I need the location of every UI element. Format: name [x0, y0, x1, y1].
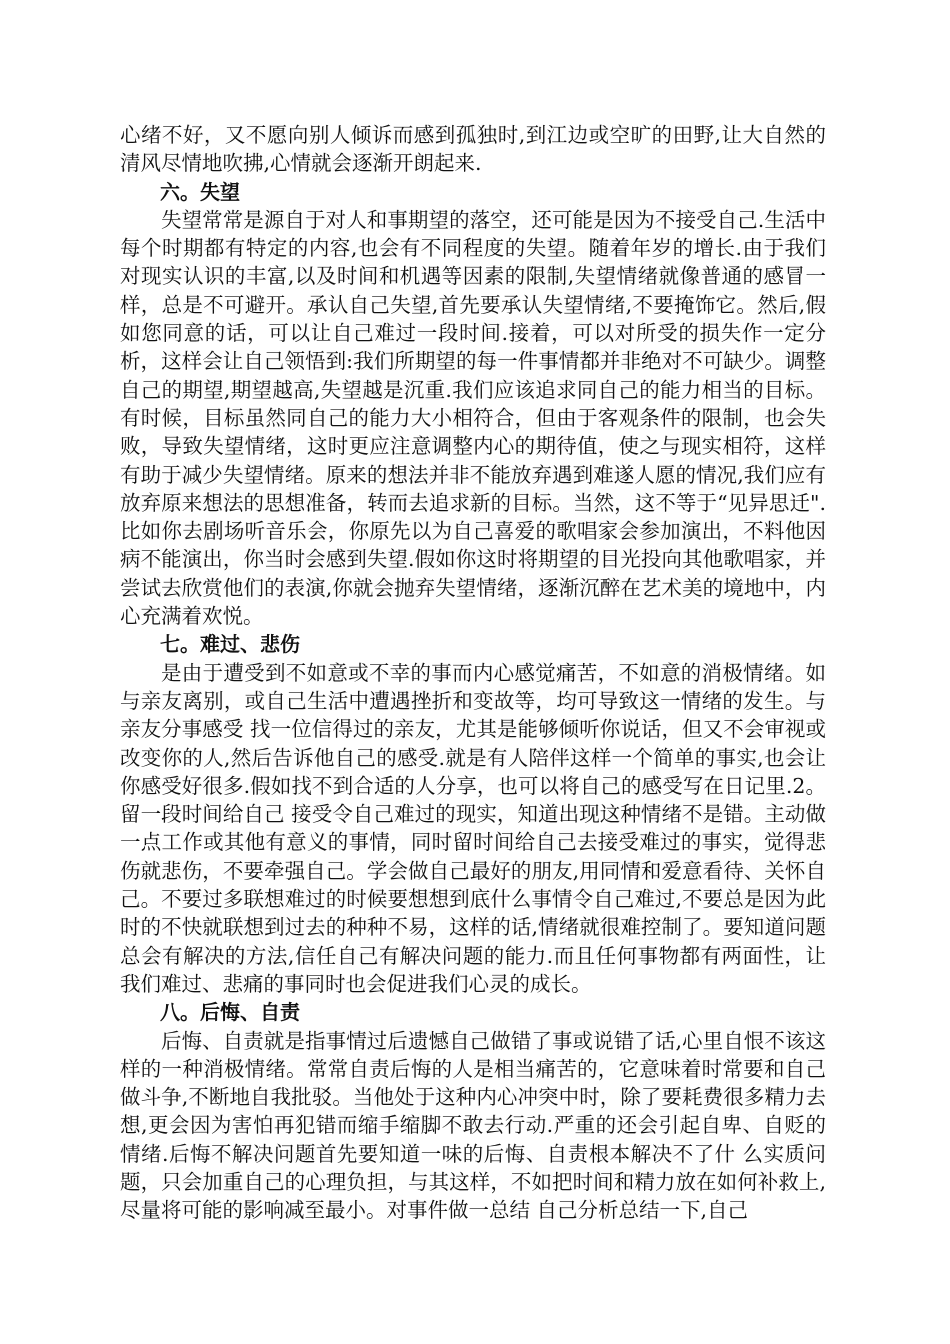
section-body-regret: 后悔、自责就是指事情过后遗憾自己做错了事或说错了话,心里自恨不该这样的一种消极情绪。常常自责后悔的人是相当痛苦的，它意味着时常要和自己做斗争,不断地自我批驳。当他处于这种内心冲突中时，除了要耗费很多精力去想,更会因为害怕再犯错而缩手缩脚不敢去行动.严重的还会引起自卑、自贬的情绪.后悔不解决问题首先要知道一味的后悔、自责根本解决不了什 么实质问题，只会加重自己的心理负担，与其这样，不如把时间和精力放在如何补救上,尽量将可能的影响减至最小。对事件做一总结 自己分析总结一下,自己 [120, 1028, 826, 1223]
section-heading-regret: 八。后悔、自责 [160, 1000, 300, 1025]
intro-paragraph: 心绪不好，又不愿向别人倾诉而感到孤独时,到江边或空旷的田野,让大自然的清风尽情地吹拂,心情就会逐渐开朗起来. [120, 123, 826, 176]
section-heading-sadness: 七。难过、悲伤 [160, 632, 300, 657]
section-body-disappointment: 失望常常是源自于对人和事期望的落空，还可能是因为不接受自己.生活中每个时期都有特定的内容,也会有不同程度的失望。随着年岁的增长.由于我们对现实认识的丰富,以及时间和机遇等因素的限制,失望情绪就像普通的感冒一样，总是不可避开。承认自己失望,首先要承认失望情绪,不要掩饰它。然后,假如您同意的话，可以让自己难过一段时间.接着，可以对所受的损失作一定分析，这样会让自己领悟到:我们所期望的每一件事情都并非绝对不可缺少。调整自己的期望,期望越高,失望越是沉重.我们应该追求同自己的能力相当的目标。有时候，目标虽然同自己的能力大小相符合，但由于客观条件的限制，也会失败，导致失望情绪，这时更应注意调整内心的期待值，使之与现实相符，这样有助于减少失望情绪。原来的想法并非不能放弃遇到难遂人愿的情况,我们应有放弃原来想法的思想准备，转而去追求新的目标。当然，这不等于“见异思迁".比如你去剧场听音乐会，你原先以为自己喜爱的歌唱家会参加演出，不料他因病不能演出，你当时会感到失望.假如你这时将期望的目光投向其他歌唱家，并尝试去欣赏他们的表演,你就会抛弃失望情绪，逐渐沉醉在艺术美的境地中，内心充满着欢悦。 [120, 207, 826, 629]
section-heading-disappointment: 六。失望 [160, 179, 240, 204]
document-page [120, 121, 826, 1225]
section-body-sadness: 是由于遭受到不如意或不幸的事而内心感觉痛苦，不如意的消极情绪。如与亲友离别，或自己生活中遭遇挫折和变故等，均可导致这一情绪的发生。与亲友分事感受 找一位信得过的亲友，尤其是能够倾听你说话，但又不会审视或改变你的人,然后告诉他自己的感受.就是有人陪伴这样一个简单的事实,也会让你感受好很多.假如找不到合适的人分享，也可以将自己的感受写在日记里.2。留一段时间给自己 接受令自己难过的现实，知道出现这种情绪不是错。主动做一点工作或其他有意义的事情，同时留时间给自己去接受难过的事实，觉得悲伤就悲伤，不要牵强自己。学会做自己最好的朋友,用同情和爱意看待、关怀自己。不要过多联想难过的时候要想想到底什么事情令自己难过,不要总是因为此时的不快就联想到过去的种种不易，这样的话,情绪就很难控制了。要知道问题总会有解决的方法,信任自己有解决问题的能力.而且任何事物都有两面性，让我们难过、悲痛的事同时也会促进我们心灵的成长。 [120, 660, 826, 996]
